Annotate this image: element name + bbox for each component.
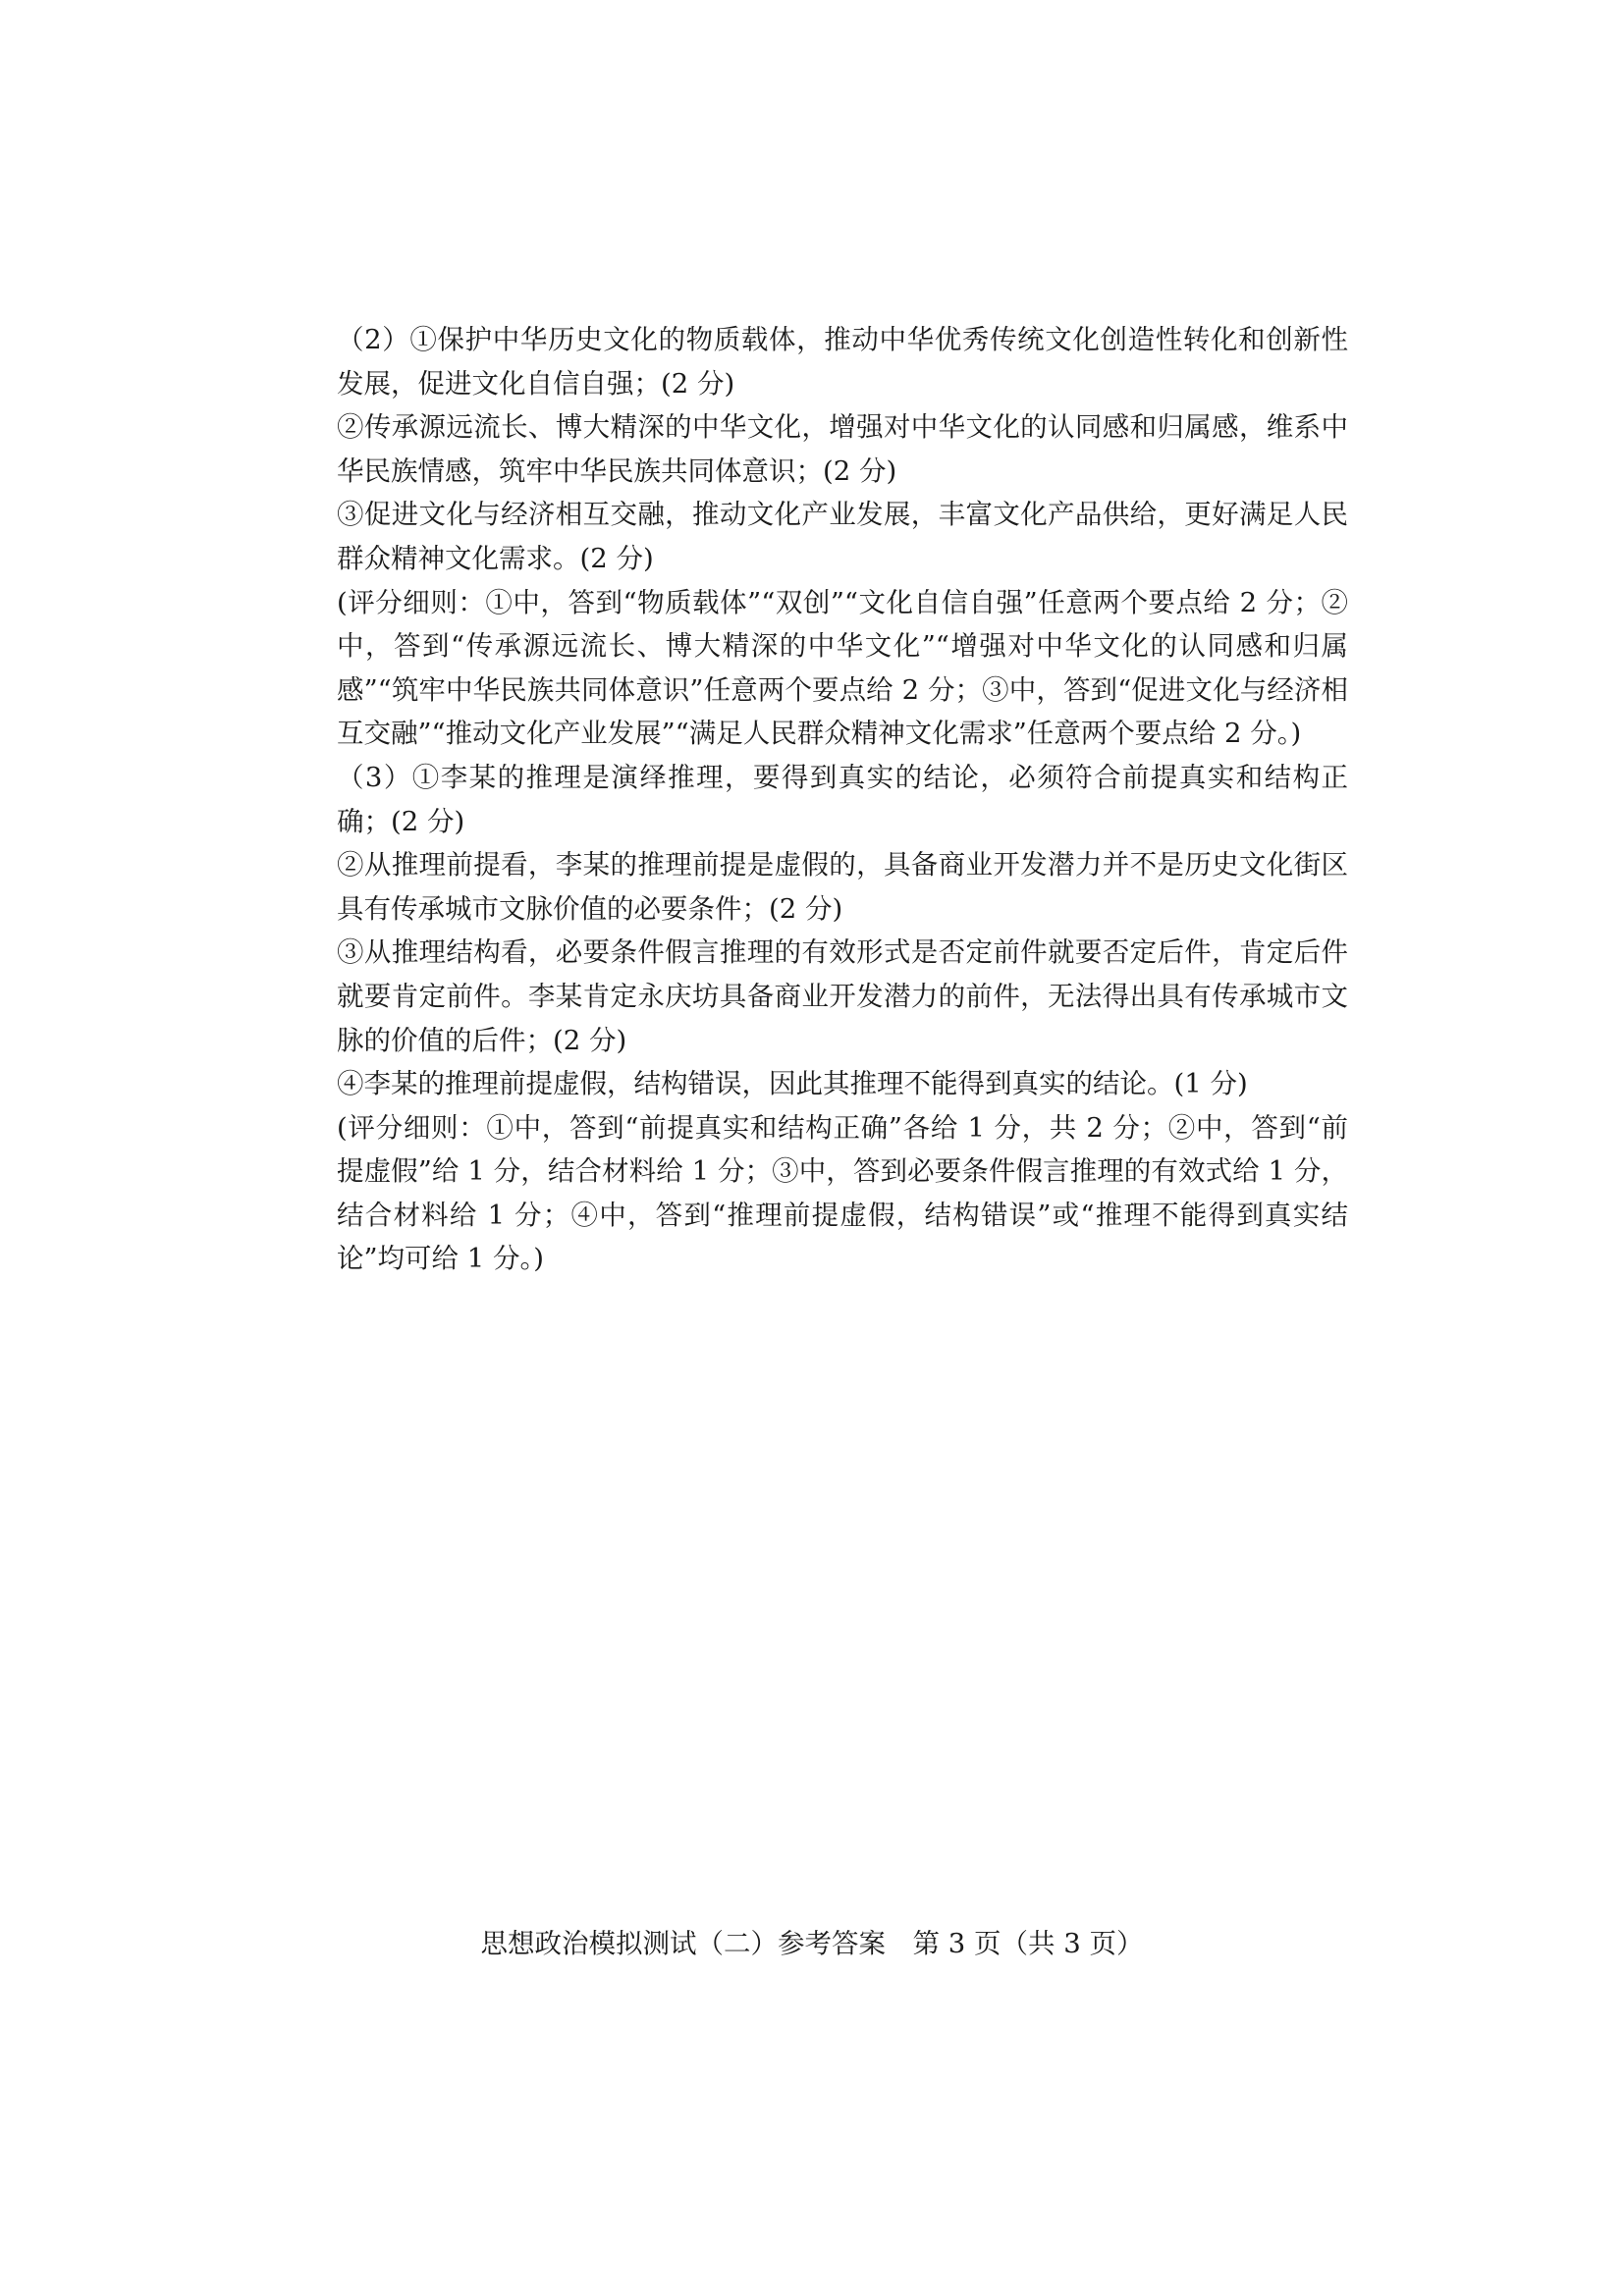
answer-q3-point-2: ②从推理前提看，李某的推理前提是虚假的，具备商业开发潜力并不是历史文化街区具有传承城市文脉价值的必要条件；(2 分) — [337, 849, 1348, 925]
page-footer: 思想政治模拟测试（二）参考答案 第 3 页（共 3 页） — [480, 1928, 1144, 1959]
answer-q3-point-1: （3）①李某的推理是演绎推理，要得到真实的结论，必须符合前提真实和结构正确；(2 分) — [337, 761, 1348, 837]
answer-q3-point-3: ③从推理结构看，必要条件假言推理的有效形式是否定前件就要否定后件，肯定后件就要肯定前件。李某肯定永庆坊具备商业开发潜力的前件，无法得出具有传承城市文脉的价值的后件；(2 分) — [337, 936, 1348, 1056]
answer-q2-point-2: ②传承源远流长、博大精深的中华文化，增强对中华文化的认同感和归属感，维系中华民族情感，筑牢中华民族共同体意识；(2 分) — [337, 411, 1348, 487]
answer-q2-point-3: ③促进文化与经济相互交融，推动文化产业发展，丰富文化产品供给，更好满足人民群众精神文化需求。(2 分) — [337, 499, 1348, 574]
answer-q3-point-4: ④李某的推理前提虚假，结构错误，因此其推理不能得到真实的结论。(1 分) — [337, 1068, 1248, 1100]
answer-content — [337, 318, 1348, 1281]
answer-q3-scoring-rules: (评分细则：①中，答到“前提真实和结构正确”各给 1 分，共 2 分；②中，答到“前提虚假”给 1 分，结合材料给 1 分；③中，答到必要条件假言推理的有效式给 1 分，结合材料给 1 分；④中，答到“推理前提虚假，结构错误”或“推理不能得到真实结论”均可给 1 分。) — [337, 1111, 1348, 1275]
answer-q2-scoring-rules: (评分细则：①中，答到“物质载体”“双创”“文化自信自强”任意两个要点给 2 分；②中，答到“传承源远流长、博大精深的中华文化”“增强对中华文化的认同感和归属感”“筑牢中华民族共同体意识”任意两个要点给 2 分；③中，答到“促进文化与经济相互交融”“推动文化产业发展”“满足人民群众精神文化需求”任意两个要点给 2 分。) — [337, 586, 1348, 750]
answer-q2-point-1: （2）①保护中华历史文化的物质载体，推动中华优秀传统文化创造性转化和创新性发展，促进文化自信自强；(2 分) — [337, 324, 1348, 400]
